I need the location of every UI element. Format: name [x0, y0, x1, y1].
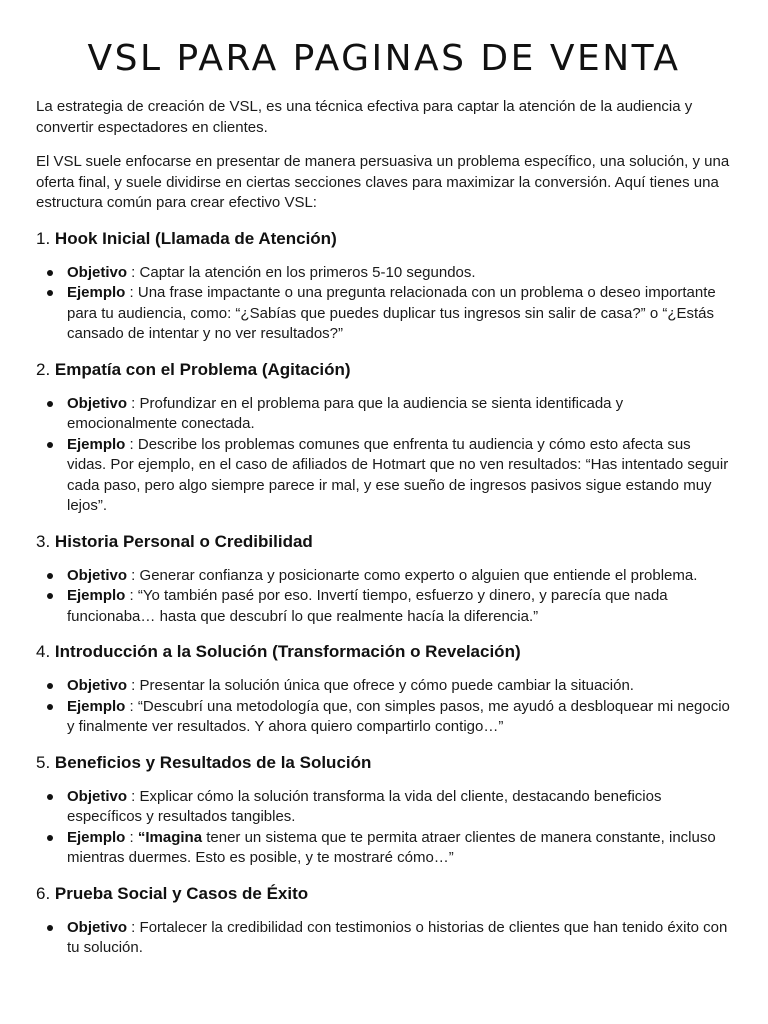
bullet-icon [47, 593, 53, 599]
section [36, 641, 732, 738]
bullet-icon [47, 442, 53, 448]
item-text: Captar la atención en los primeros 5-10 segundos. [139, 263, 476, 281]
item-label: Objetivo [67, 566, 128, 584]
item-text: Presentar la solución única que ofrece y cómo puede cambiar la situación. [139, 677, 634, 694]
bullet-icon [47, 401, 53, 407]
item-label: Objetivo [67, 394, 128, 412]
item-separator: : [125, 435, 138, 453]
list-item [36, 918, 732, 959]
item-separator: : [127, 394, 140, 412]
bullet-list [36, 918, 732, 959]
item-label: Objetivo [67, 787, 128, 805]
section-heading [36, 641, 732, 663]
item-separator: : [125, 587, 138, 604]
list-item [36, 787, 732, 828]
item-text: “Descubrí una metodología que, con simples pasos, me ayudó a desbloquear mi negocio y finalmente ver resultados. Y ahora quiero compartirlo contigo…” [67, 697, 730, 735]
bullet-icon [47, 794, 53, 800]
sections-list [36, 228, 732, 959]
bullet-list [36, 394, 732, 517]
list-item [36, 697, 732, 738]
item-label: Ejemplo [67, 587, 126, 604]
section-number: 4. [36, 642, 51, 661]
item-emphasis: “Imagina [137, 828, 203, 846]
item-separator: : [127, 918, 140, 936]
list-item [36, 676, 732, 697]
bullet-list [36, 263, 732, 345]
item-separator: : [125, 284, 138, 301]
bullet-icon [47, 925, 53, 931]
item-text: Describe los problemas comunes que enfrenta tu audiencia y cómo esto afecta sus vidas. Por ejemplo, en el caso de afiliados de Hotmart que no ven resultados: “Has intentado seguir cada paso, pero algo siempre parece ir mal, y ese sueño de ingresos pasivos sigue estando muy lejos”. [67, 435, 729, 514]
bullet-icon [47, 835, 53, 841]
intro-paragraph: La estrategia de creación de VSL, es una técnica efectiva para captar la atención de la audiencia y convertir espectadores en clientes. [36, 98, 693, 136]
section-number: 2. [36, 359, 51, 379]
bullet-icon [47, 573, 53, 579]
section [36, 752, 732, 869]
list-item [36, 283, 732, 345]
section-title: Introducción a la Solución (Transformación o Revelación) [54, 642, 521, 661]
item-text: Explicar cómo la solución transforma la vida del cliente, destacando beneficios específicos y resultados tangibles. [67, 787, 662, 825]
bullet-icon [47, 704, 53, 710]
bullet-list [36, 676, 732, 738]
section-heading [36, 883, 732, 905]
bullet-icon [47, 683, 53, 689]
intro-paragraph: El VSL suele enfocarse en presentar de manera persuasiva un problema específico, una solución, y una oferta final, y suele dividirse en ciertas secciones claves para maximizar la conversión. Aquí tienes una estructura común para crear efectivo VSL: [36, 153, 730, 211]
list-item [36, 566, 732, 587]
item-separator: : [125, 697, 138, 715]
section-title: Historia Personal o Credibilidad [54, 531, 313, 551]
section-title: Beneficios y Resultados de la Solución [54, 752, 372, 772]
item-label: Objetivo [67, 677, 128, 694]
section-title: Hook Inicial (Llamada de Atención) [54, 228, 337, 248]
item-separator: : [127, 263, 140, 281]
section [36, 359, 732, 517]
section-heading [36, 359, 732, 381]
item-label: Ejemplo [67, 697, 126, 715]
item-text: Profundizar en el problema para que la audiencia se sienta identificada y emocionalmente conectada. [67, 394, 624, 432]
item-label: Ejemplo [67, 828, 126, 846]
item-separator: : [127, 566, 140, 584]
item-text: tener un sistema que te permita atraer clientes de manera constante, incluso mientras duermes. Esto es posible, y te mostraré cómo…” [67, 828, 716, 866]
list-item [36, 263, 732, 284]
item-text: “Yo también pasé por eso. Invertí tiempo, esfuerzo y dinero, y parecía que nada funcionaba… hasta que descubrí lo que realmente hacía la diferencia.” [67, 587, 668, 625]
item-separator: : [127, 677, 140, 694]
bullet-list [36, 566, 732, 628]
list-item [36, 586, 732, 627]
section [36, 228, 732, 345]
item-text: Generar confianza y posicionarte como experto o alguien que entiende el problema. [139, 566, 698, 584]
list-item [36, 435, 732, 517]
page-title: VSL PARA PAGINAS DE VENTA [87, 38, 681, 79]
bullet-icon [47, 290, 53, 296]
section-heading [36, 531, 732, 553]
section [36, 883, 732, 959]
section-number: 6. [36, 883, 51, 903]
item-separator: : [127, 787, 140, 805]
list-item [36, 394, 732, 435]
item-text: Una frase impactante o una pregunta relacionada con un problema o deseo importante para tu audiencia, como: “¿Sabías que puedes duplicar tus ingresos sin salir de casa?” o “¿Estás cansado de intentar y no ver resultados?” [67, 284, 716, 342]
item-label: Objetivo [67, 263, 128, 281]
section-number: 1. [36, 228, 51, 248]
section [36, 531, 732, 628]
section-number: 5. [36, 752, 51, 772]
list-item [36, 828, 732, 869]
item-label: Ejemplo [67, 435, 126, 453]
section-heading [36, 752, 732, 774]
item-text: Fortalecer la credibilidad con testimonios o historias de clientes que han tenido éxito con tu solución. [67, 918, 728, 956]
section-number: 3. [36, 531, 51, 551]
item-label: Ejemplo [67, 284, 126, 301]
section-title: Prueba Social y Casos de Éxito [54, 883, 309, 903]
item-separator: : [125, 828, 138, 846]
bullet-icon [47, 270, 53, 276]
section-title: Empatía con el Problema (Agitación) [54, 359, 351, 379]
item-label: Objetivo [67, 918, 128, 936]
bullet-list [36, 787, 732, 869]
section-heading [36, 228, 732, 250]
